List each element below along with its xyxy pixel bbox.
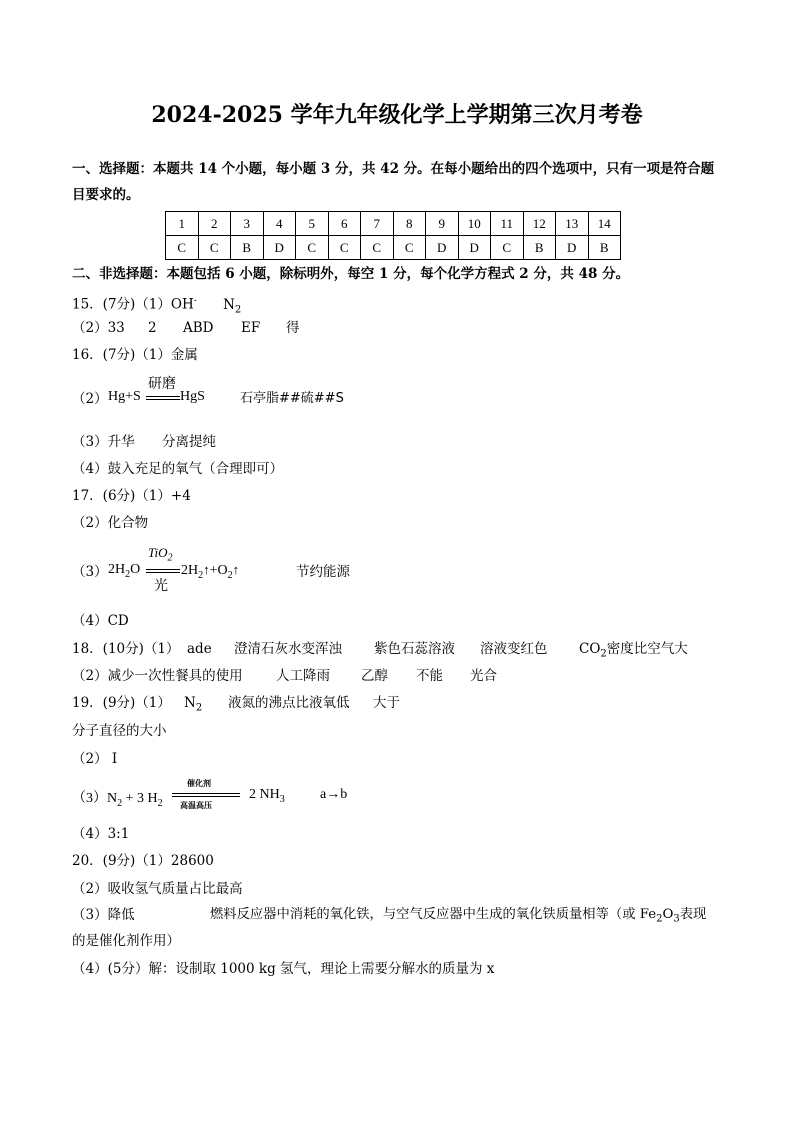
- q18-line1: [72, 640, 688, 660]
- q17-equation-left: $2H_2O$: [108, 562, 141, 580]
- q17-line1: 17．(6分)（1）+4: [72, 488, 191, 504]
- question-number: 7: [361, 212, 394, 236]
- q17-line4: （4）CD: [72, 613, 129, 629]
- answer-choice: B: [588, 236, 621, 260]
- gas-arrow-icon: ↑: [232, 562, 240, 577]
- q18-answer: 溶液变红色: [480, 641, 548, 657]
- answer-choice: C: [328, 236, 361, 260]
- q18-answer: 乙醇: [361, 668, 388, 684]
- q16-answer: （3）升华: [72, 434, 135, 450]
- gas-arrow-icon: ↑: [203, 562, 210, 577]
- answer-choice: B: [523, 236, 556, 260]
- question-number: 10: [458, 212, 491, 236]
- q19-equation-condition-top: 催化剂: [187, 779, 211, 788]
- q19-line1b: 分子直径的大小: [72, 723, 167, 739]
- question-number: 12: [523, 212, 556, 236]
- q20-line4: （4）(5分）解：设制取 1000 kg 氢气，理论上需要分解水的质量为 x: [72, 961, 495, 977]
- q19-line4: （4）3:1: [72, 826, 130, 842]
- q15-n2: $N_2$: [223, 296, 242, 316]
- q16-equation-right: HgS: [180, 389, 205, 404]
- answer-choice: D: [426, 236, 459, 260]
- q19-answer: 液氮的沸点比液氧低: [228, 695, 350, 711]
- q18-answer: （2）减少一次性餐具的使用: [72, 668, 243, 684]
- question-number: 11: [491, 212, 524, 236]
- section2-heading: 二、非选择题：本题包括 6 小题，除标明外，每空 1 分，每个化学方程式 2 分，共 48 分。: [72, 266, 630, 282]
- q19-equation-equals: [172, 793, 240, 797]
- q18-answer: 人工降雨: [276, 668, 330, 684]
- answer-choice-row: [166, 236, 621, 260]
- q19-equation-left: $(3)N_2 + 3$ $H_2$: [72, 791, 163, 809]
- answer-choice: C: [296, 236, 329, 260]
- page-title: 2024-2025 学年九年级化学上学期第三次月考卷: [151, 102, 643, 128]
- q16-answer: 分离提纯: [162, 434, 216, 450]
- q17-equation-right: $2H_2↑+O_2↑$: [181, 562, 240, 581]
- q20-line3b: 燃料反应器中消耗的氧化铁，与空气反应器中生成的氧化铁质量相等（或 $Fe_2O_3$表现: [210, 907, 707, 925]
- q15-answer: 2: [148, 320, 157, 336]
- question-number: 14: [588, 212, 621, 236]
- q16-equation-equals: [146, 396, 180, 400]
- q17-equation-condition-bottom: 光: [154, 578, 168, 594]
- q15-head: 15．(7分)（1）OH: [72, 296, 194, 313]
- answer-number-row: [166, 212, 621, 236]
- q17-line3-label: （3）: [72, 564, 108, 580]
- q16-equation-left: Hg+S: [108, 389, 141, 404]
- q15-line2: [72, 319, 300, 337]
- answer-choice: D: [263, 236, 296, 260]
- q15-line1: [72, 292, 241, 319]
- q20-line1: 20．(9分)（1）28600: [72, 853, 214, 869]
- q15-answer: EF: [241, 320, 261, 336]
- q15-answer: ABD: [183, 320, 214, 336]
- answer-choice: D: [458, 236, 491, 260]
- section1-heading-line2: 目要求的。: [72, 187, 140, 203]
- q18-answer: 紫色石蕊溶液: [374, 641, 455, 657]
- q15-oh-charge: -: [193, 296, 197, 306]
- q16-line2-extra: 石亭脂##硫##S: [240, 391, 344, 406]
- answer-choice: C: [393, 236, 426, 260]
- question-number: 6: [328, 212, 361, 236]
- question-number: 4: [263, 212, 296, 236]
- answer-choice: C: [166, 236, 199, 260]
- answer-choice: B: [231, 236, 264, 260]
- section1-heading-line1: 一、选择题：本题共 14 个小题，每小题 3 分，共 42 分。在每小题给出的四个选项中，只有一项是符合题: [72, 161, 715, 177]
- answer-choice: C: [491, 236, 524, 260]
- question-number: 13: [556, 212, 589, 236]
- q18-line2: [72, 667, 497, 685]
- answer-table: [165, 211, 621, 260]
- q18-answer: $CO_2$密度比空气大: [579, 641, 688, 660]
- question-number: 3: [231, 212, 264, 236]
- q18-answer: 澄清石灰水变浑浊: [234, 641, 342, 657]
- q15-answer: 得: [286, 320, 300, 336]
- q18-head: 18．(10分)（1）: [72, 641, 180, 657]
- q16-line2-label: （2）: [72, 391, 108, 407]
- question-number: 9: [426, 212, 459, 236]
- q15-answer: （2）33: [72, 320, 125, 336]
- q16-line4: （4）鼓入充足的氧气（合理即可）: [72, 461, 284, 477]
- q20-line3c: 的是催化剂作用）: [72, 933, 180, 949]
- q19-line1: [72, 694, 400, 714]
- q20-line2: （2）吸收氢气质量占比最高: [72, 881, 243, 897]
- question-number: 8: [393, 212, 426, 236]
- q17-equation-equals: [146, 569, 180, 573]
- q19-line3-extra: a→b: [320, 787, 348, 802]
- q17-equation-condition-top: TiO$_2$: [148, 545, 173, 564]
- q17-line2: （2）化合物: [72, 515, 149, 531]
- q19-answer: 大于: [373, 695, 400, 711]
- answer-choice: C: [198, 236, 231, 260]
- q19-line2: （2） I: [72, 751, 118, 767]
- q18-answer: 光合: [470, 668, 497, 684]
- q17-line3-extra: 节约能源: [296, 564, 350, 580]
- question-number: 5: [296, 212, 329, 236]
- question-number: 2: [198, 212, 231, 236]
- answer-choice: C: [361, 236, 394, 260]
- question-number: 1: [166, 212, 199, 236]
- q18-answer: 不能: [416, 668, 443, 684]
- q18-answer: ade: [187, 641, 212, 657]
- q16-line1: 16．(7分)（1）金属: [72, 347, 198, 363]
- q16-equation-condition: 研磨: [148, 376, 176, 392]
- answer-choice: D: [556, 236, 589, 260]
- q19-answer: $N_2$: [184, 695, 203, 714]
- q19-equation-condition-bottom: 高温高压: [180, 801, 212, 810]
- q19-head: 19．(9分)（1）: [72, 695, 171, 711]
- q16-line3: [72, 433, 216, 451]
- q20-line3a: （3）降低: [72, 907, 135, 923]
- q19-equation-right: 2 $NH_3$: [249, 787, 285, 805]
